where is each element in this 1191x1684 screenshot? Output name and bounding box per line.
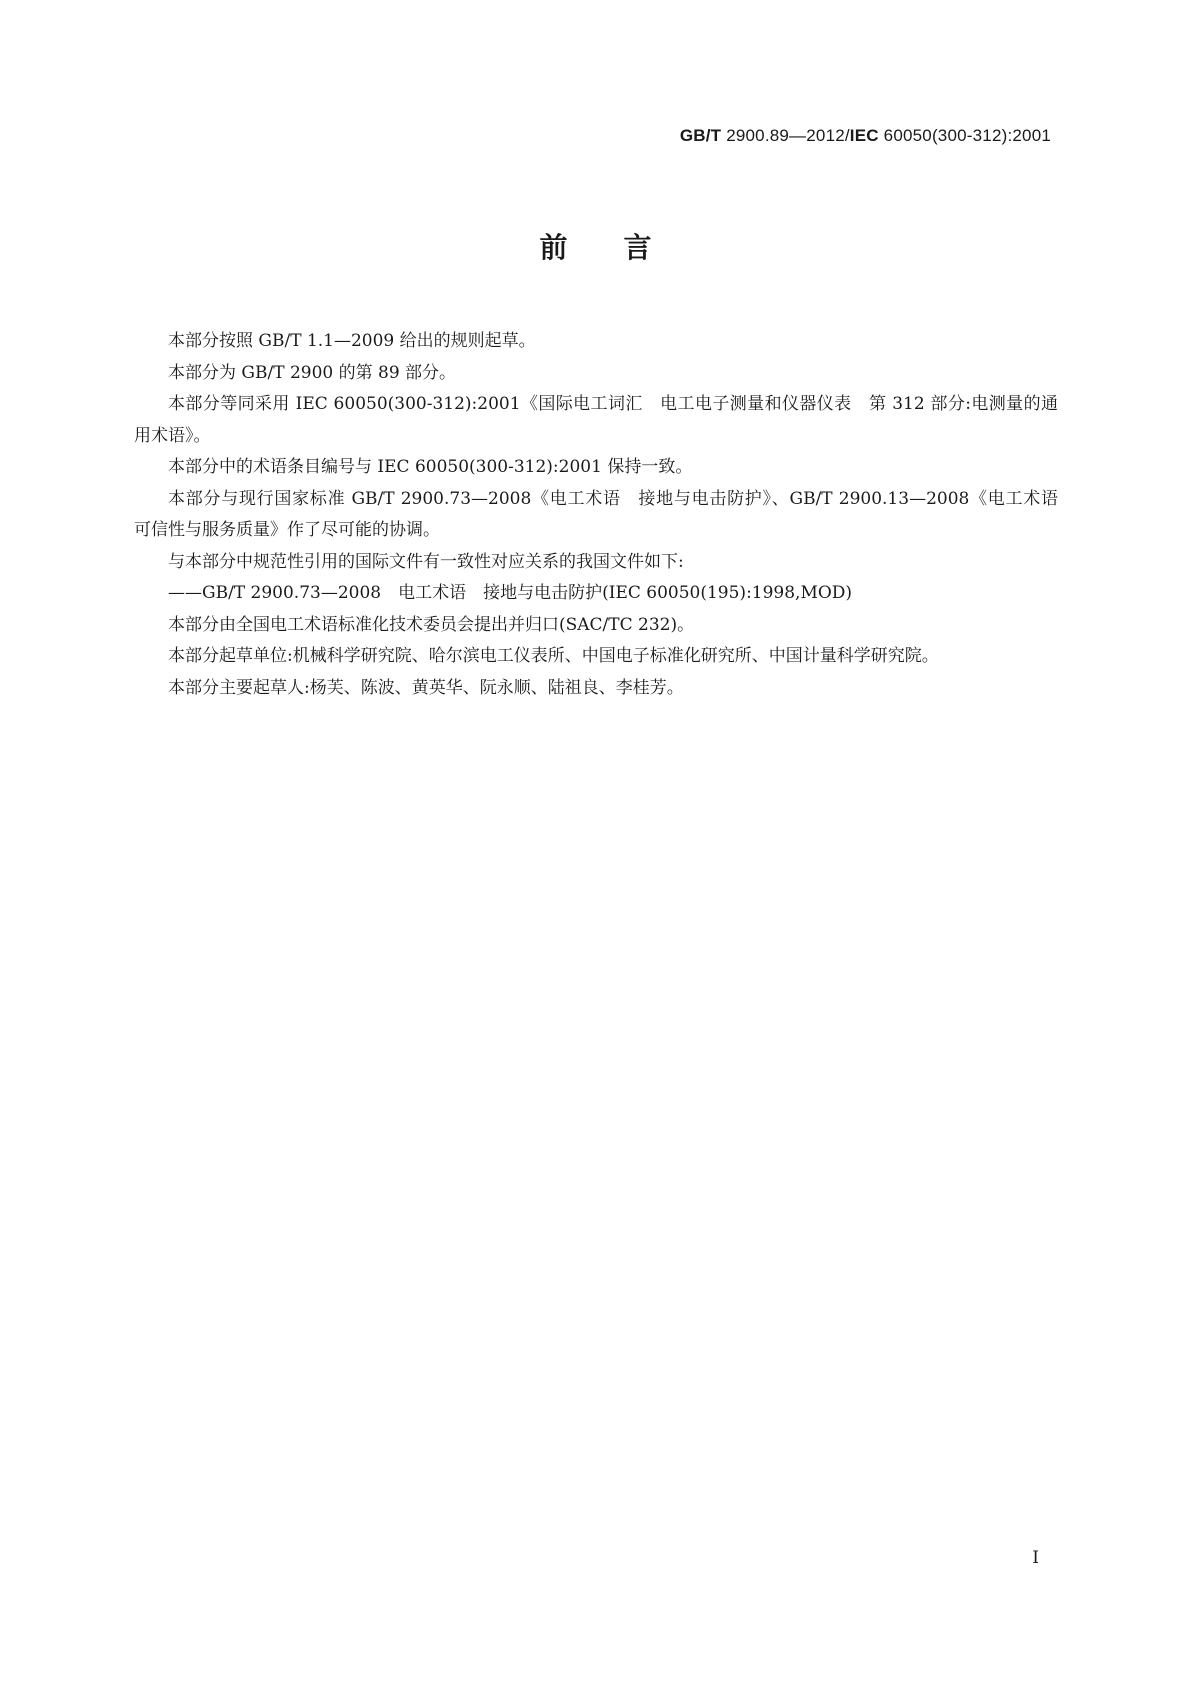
list-item: ——GB/T 2900.73—2008 电工术语 接地与电击防护(IEC 60050(195):1998,MOD): [168, 583, 853, 603]
paragraph: 本部分由全国电工术语标准化技术委员会提出并归口(SAC/TC 232)。: [168, 614, 695, 635]
paragraph: 与本部分中规范性引用的国际文件有一致性对应关系的我国文件如下:: [168, 551, 684, 572]
header-code-gbt: GB/T: [679, 126, 722, 145]
page-title: 前言: [539, 231, 708, 264]
header-code-iec-number: 60050(300-312):2001: [878, 126, 1051, 145]
paragraph: 本部分中的术语条目编号与 IEC 60050(300-312):2001 保持一致。: [168, 457, 693, 477]
header-code-iec: IEC: [849, 126, 879, 145]
paragraph: 本部分等同采用 IEC 60050(300-312):2001《国际电工词汇 电工电子测量和仪器仪表 第 312 部分:电测量的通用术语》。: [134, 394, 1058, 446]
foreword-body: [134, 326, 1075, 704]
document-header: [680, 126, 1051, 146]
paragraph: 本部分按照 GB/T 1.1—2009 给出的规则起草。: [168, 331, 536, 351]
paragraph: 本部分为 GB/T 2900 的第 89 部分。: [168, 362, 457, 383]
paragraph: 本部分与现行国家标准 GB/T 2900.73—2008《电工术语 接地与电击防护》、GB/T 2900.13—2008《电工术语 可信性与服务质量》作了尽可能的协调。: [134, 488, 1075, 540]
page-number: I: [1032, 1548, 1039, 1568]
paragraph: 本部分主要起草人:杨芙、陈波、黄英华、阮永顺、陆祖良、李桂芳。: [168, 677, 684, 698]
paragraph: 本部分起草单位:机械科学研究院、哈尔滨电工仪表所、中国电子标准化研究所、中国计量科学研究院。: [168, 646, 939, 666]
header-code-number: 2900.89—2012/: [721, 126, 850, 145]
